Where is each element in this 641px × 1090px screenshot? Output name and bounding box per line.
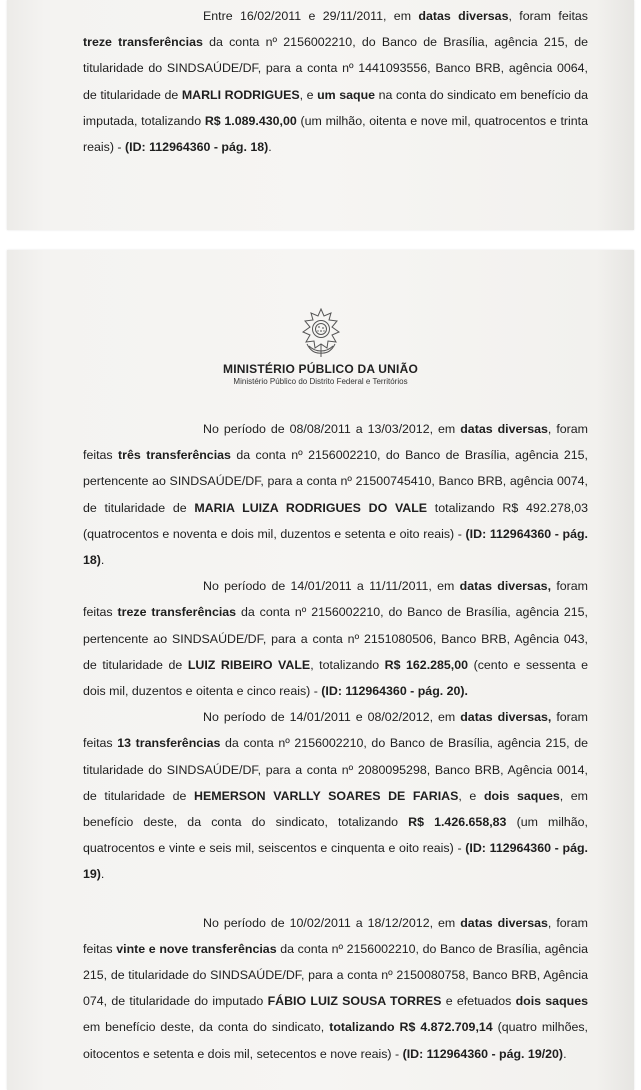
paragraph-maria-luiza (83, 416, 588, 573)
bold-run: R$ 162.285,00 (384, 657, 469, 672)
text-run: (um milhão, quatrocentos e vinte e seis mil, seiscentos e cinquenta e oito reais) - (83, 815, 588, 856)
bold-run: treze transferências (117, 605, 237, 620)
page-2-body (83, 416, 588, 1067)
text-run: foram feitas (83, 710, 588, 751)
page-1-body (83, 3, 588, 160)
text-run: , e (458, 788, 484, 803)
org-name: MINISTÉRIO PÚBLICO DA UNIÃO (223, 362, 418, 376)
bold-run: MARLI RODRIGUES (181, 87, 300, 102)
bold-run: (ID: 112964360 - pág. 19) (83, 841, 588, 882)
text-run: (quatro milhões, oitocentos e setenta e dois mil, setecentos e nove reais) - (83, 1020, 588, 1061)
bold-run: (ID: 112964360 - pág. 20). (321, 684, 468, 699)
text-run: Entre 16/02/2011 e 29/11/2011, em (203, 9, 419, 23)
text-run: (cento e sessenta e dois mil, duzentos e oitenta e cinco reais) - (83, 657, 589, 699)
text-run: da conta nº 2156002210, do Banco de Brasília, agência 215, de titularidade do SINDSAÚDE/DF, para a conta nº 1441093556, Banco BRB, agência 0064, de titularidade de (83, 35, 588, 102)
paragraph-gap (83, 888, 588, 910)
bold-run: um saque (317, 87, 376, 102)
bold-run: dois saques (483, 788, 560, 803)
text-run: da conta nº 2156002210, do Banco de Brasília, agência 215, pertencente ao SINDSAÚDE/DF, para a conta nº 2151080506, Banco BRB, Agência 043, de titularidade de (83, 605, 588, 672)
bold-run: (ID: 112964360 - pág. 18) (83, 526, 588, 568)
text-run: , em benefício deste, da conta do sindicato, totalizando (83, 788, 589, 830)
text-run: da conta nº 2156002210, do Banco de Brasília, agência 215, de titularidade do SINDSAÚDE/DF, para a conta nº 2150080758, Banco BRB, Agência 074, de titularidade do imputado (83, 941, 588, 1009)
bold-run: LUIZ RIBEIRO VALE (187, 657, 311, 672)
bold-run: três transferências (118, 448, 231, 463)
text-run: No período de 14/01/2011 e 08/02/2012, em (203, 710, 461, 725)
org-subtitle: Ministério Público do Distrito Federal e Territórios (233, 377, 408, 386)
paragraph-luiz-ribeiro (83, 573, 588, 704)
paragraph-hemerson (83, 704, 588, 887)
text-run: totalizando R$ 492.278,03 (quatrocentos e noventa e dois mil, duzentos e setenta e oito reais) - (83, 500, 588, 541)
text-run: No período de 14/01/2011 a 11/11/2011, em (203, 579, 460, 594)
paragraph-marli-rodrigues (83, 3, 588, 160)
text-run: , e (299, 87, 318, 102)
bold-run: HEMERSON VARLLY SOARES DE FARIAS (194, 788, 459, 803)
text-run: . (268, 140, 272, 155)
text-run: em benefício deste, da conta do sindicato, (83, 1020, 330, 1035)
bold-run: (ID: 112964360 - pág. 19/20) (402, 1046, 564, 1061)
paragraph-fabio-luiz (83, 910, 588, 1067)
bold-run: datas diversas, (459, 579, 552, 594)
bold-run: dois saques (515, 994, 588, 1009)
text-run: . (563, 1046, 567, 1061)
text-run: na conta do sindicato em benefício da imputada, totalizando (83, 87, 588, 128)
bold-run: FÁBIO LUIZ SOUSA TORRES (267, 994, 442, 1009)
bold-run: datas diversas (418, 9, 509, 23)
bold-run: datas diversas (460, 422, 548, 436)
bold-run: vinte e nove transferências (116, 941, 277, 956)
text-run: (um milhão, oitenta e nove mil, quatrocentos e trinta reais) - (83, 113, 588, 155)
bold-run: R$ 1.426.658,83 (408, 815, 507, 830)
bold-run: datas diversas (460, 915, 548, 930)
document-page-2 (7, 250, 634, 1090)
text-run: No período de 08/08/2011 a 13/03/2012, em (203, 422, 461, 436)
bold-run: (ID: 112964360 - pág. 18) (125, 140, 269, 155)
bold-run: treze transferências (83, 35, 203, 50)
text-run: . (100, 867, 105, 882)
bold-run: MARIA LUIZA RODRIGUES DO VALE (194, 500, 428, 515)
bold-run: R$ 1.089.430,00 (204, 113, 297, 128)
text-run: No período de 10/02/2011 a 18/12/2012, em (203, 915, 461, 930)
text-run: da conta nº 2156002210, do Banco de Brasília, agência 215, de titularidade do SINDSAÚDE/DF, para a conta nº 2080095298, Banco BRB, Agência 0014, de titularidade de (83, 736, 588, 803)
text-run: foram feitas (83, 579, 589, 620)
document-page-1 (7, 0, 634, 230)
text-run: . (100, 553, 105, 568)
text-run: , foram feitas (83, 422, 588, 463)
bold-run: 13 transferências (117, 736, 221, 751)
brazil-coat-of-arms-icon (300, 308, 342, 358)
text-run: , foram feitas (83, 915, 588, 956)
text-run: , foram feitas (508, 9, 588, 23)
text-run: , totalizando (310, 657, 385, 672)
bold-run: datas diversas, (460, 710, 552, 725)
letterhead (7, 308, 634, 386)
text-run: e efetuados (441, 994, 516, 1009)
text-run: da conta nº 2156002210, do Banco de Brasília, agência 215, pertencente ao SINDSAÚDE/DF, para a conta nº 21500745410, Banco BRB, agência 0074, de titularidade de (83, 448, 589, 515)
bold-run: totalizando R$ 4.872.709,14 (329, 1020, 493, 1035)
